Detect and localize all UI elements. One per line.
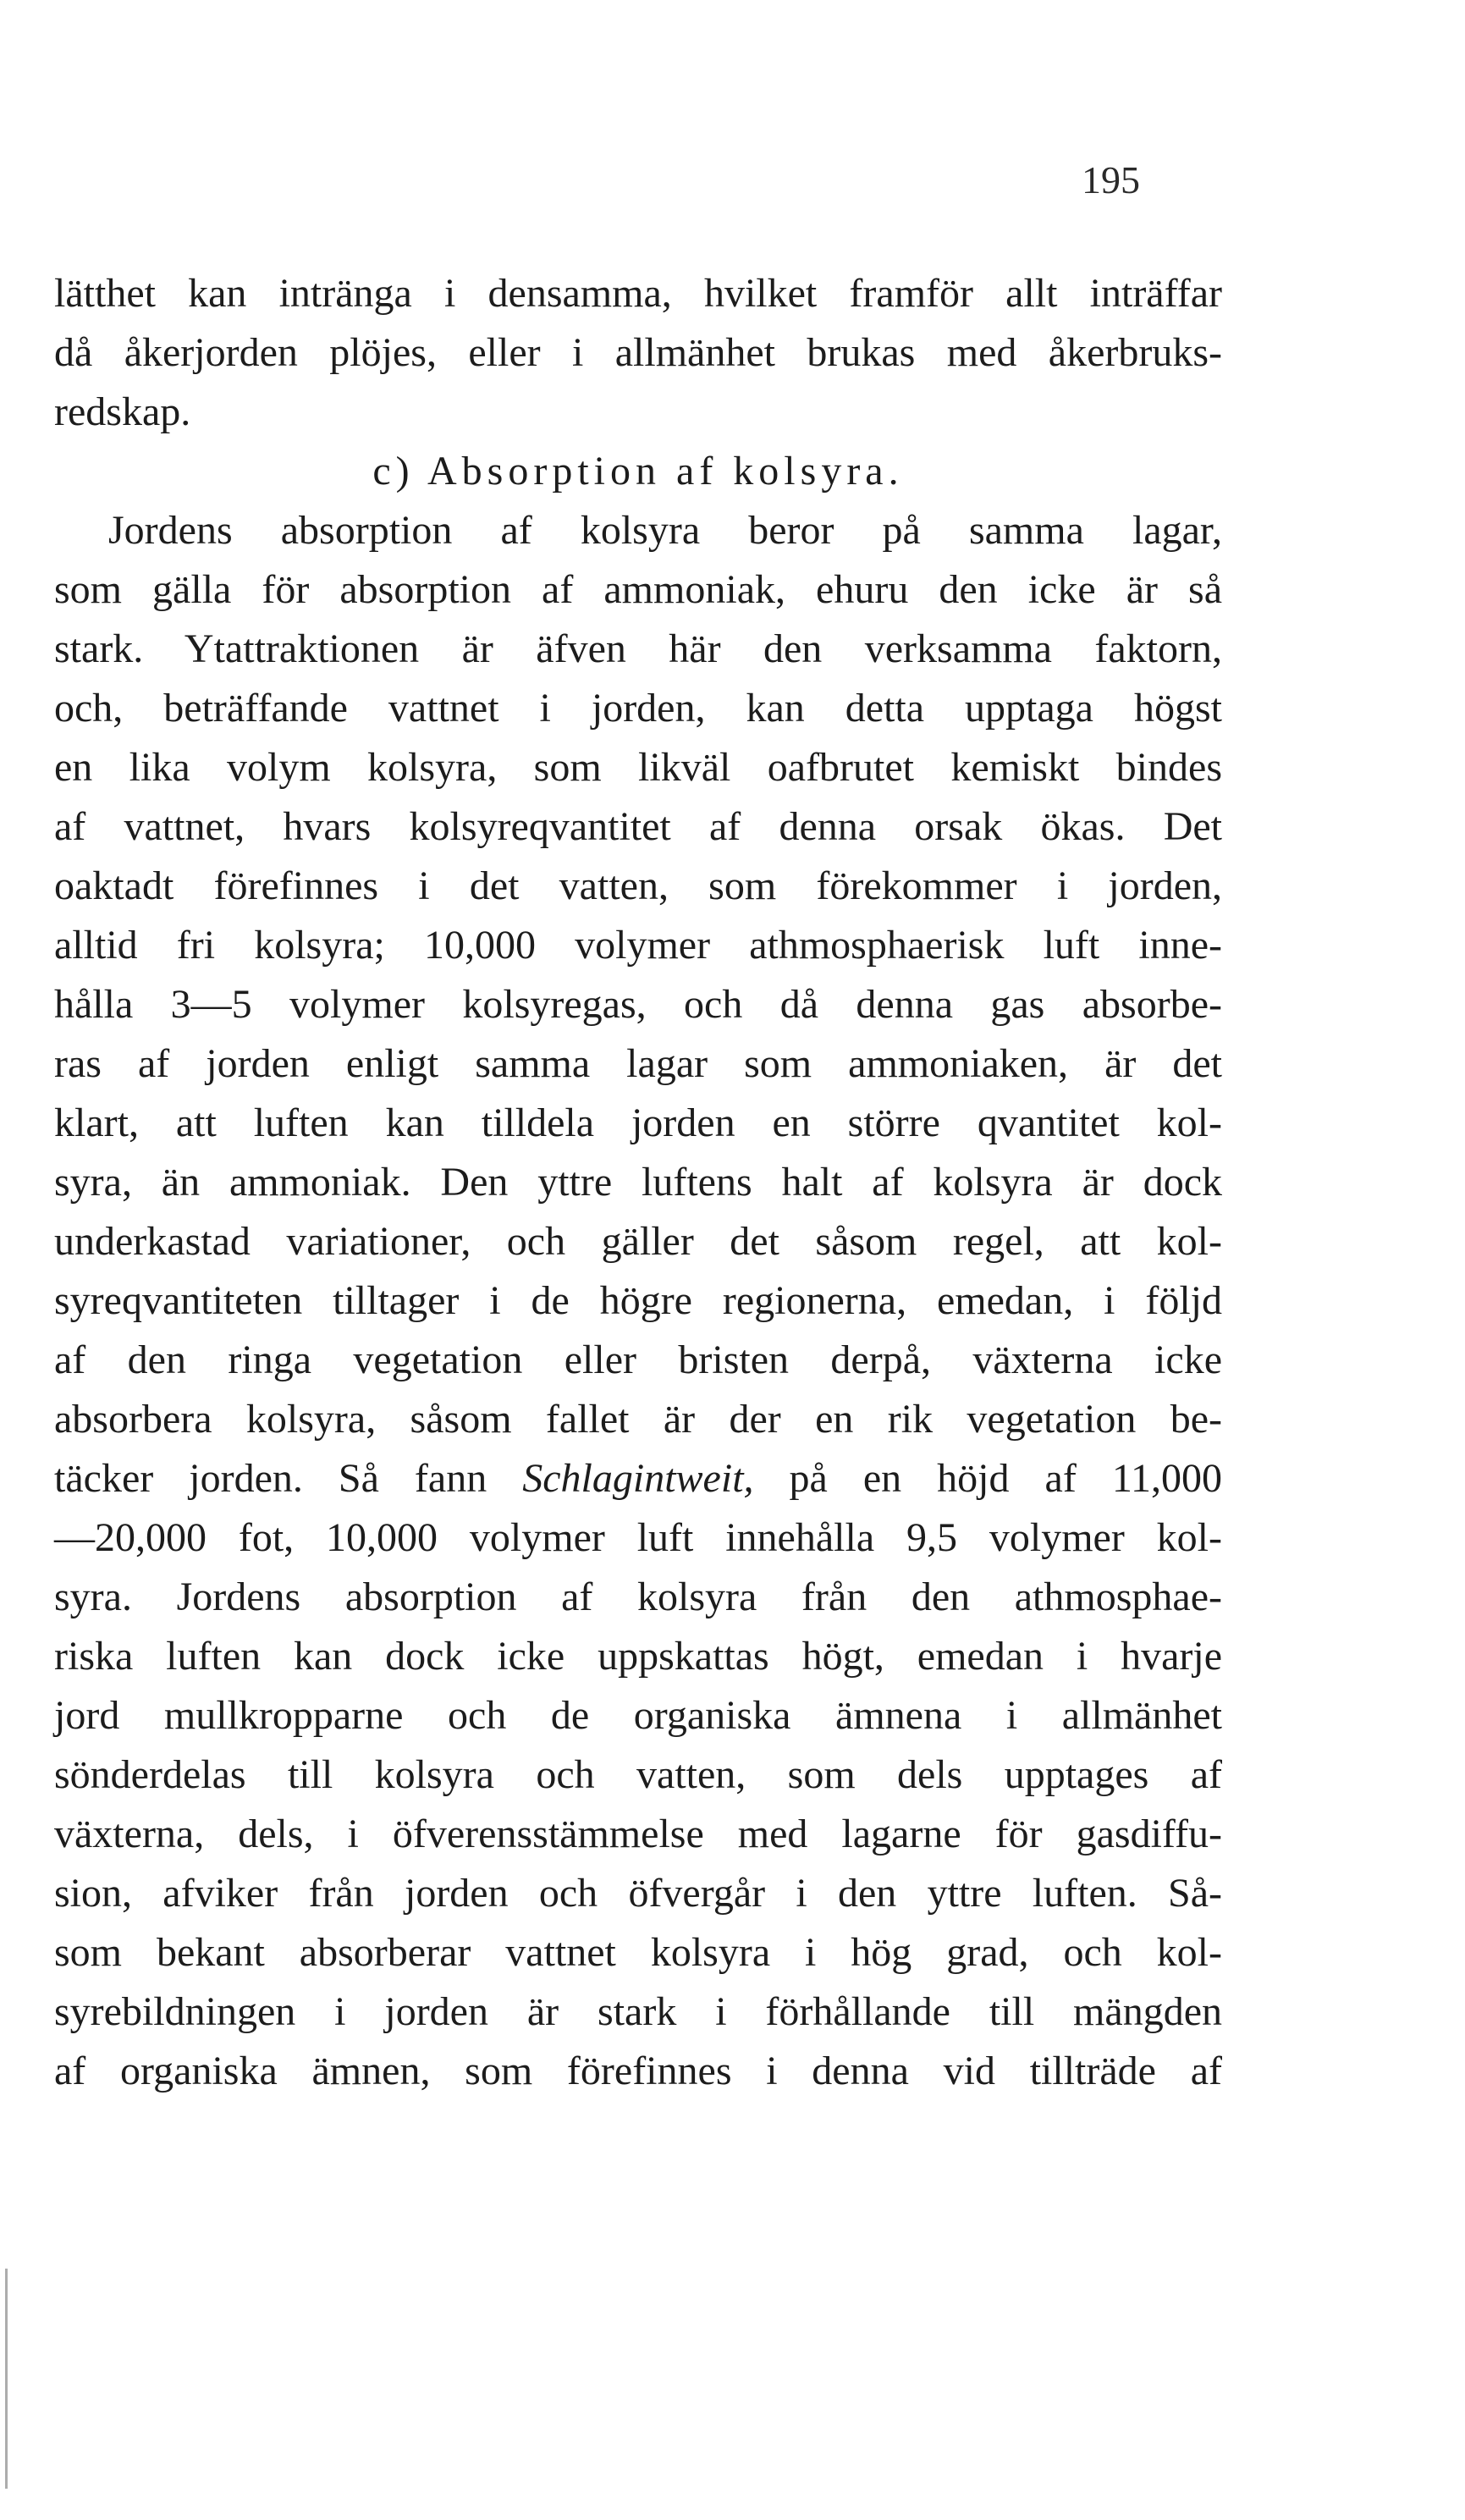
text-line: hålla 3—5 volymer kolsyregas, och då denna gas absorbe-: [54, 982, 1222, 1027]
text-line: sion, afviker från jorden och öfvergår i den yttre luften. Så-: [54, 1871, 1222, 1916]
scan-edge-mark: [5, 2269, 8, 2489]
page-number: 195: [1082, 158, 1140, 201]
text-line: riska luften kan dock icke uppskattas högt, emedan i hvarje: [54, 1634, 1222, 1679]
text-line: [54, 1449, 1222, 1508]
line-part: på en höjd af 11,000: [789, 1456, 1223, 1501]
text-line: som gälla för absorption af ammoniak, ehuru den icke är så: [54, 567, 1222, 612]
text-line: en lika volym kolsyra, som likväl oafbrutet kemiskt bindes: [54, 745, 1222, 790]
line-part: Så fann: [338, 1456, 487, 1501]
text-line: stark. Ytattraktionen är äfven här den verksamma faktorn,: [54, 626, 1222, 671]
text-line: växterna, dels, i öfverensstämmelse med lagarne för gasdiffu-: [54, 1811, 1222, 1856]
text-line: ras af jorden enligt samma lagar som ammoniaken, är det: [54, 1041, 1222, 1086]
text-line: —20,000 fot, 10,000 volymer luft innehålla 9,5 volymer kol-: [54, 1515, 1222, 1560]
text-line: af vattnet, hvars kolsyreqvantitet af denna orsak ökas. Det: [54, 804, 1222, 849]
text-line: af organiska ämnen, som förefinnes i denna vid tillträde af: [54, 2049, 1222, 2093]
text-line: syreqvantiteten tilltager i de högre regionerna, emedan, i följd: [54, 1278, 1222, 1323]
body-text: [54, 264, 1222, 2101]
text-line: underkastad variationer, och gäller det såsom regel, att kol-: [54, 1219, 1222, 1264]
text-line: jord mullkropparne och de organiska ämnena i allmänhet: [54, 1693, 1222, 1738]
text-line: oaktadt förefinnes i det vatten, som förekommer i jorden,: [54, 863, 1222, 908]
text-line: syrebildningen i jorden är stark i förhållande till mängden: [54, 1989, 1222, 2034]
section-heading: c) Absorption af kolsyra.: [372, 449, 904, 494]
author-name: Schlagintweit,: [522, 1456, 754, 1501]
line-part: täcker jorden.: [54, 1456, 303, 1501]
text-line: alltid fri kolsyra; 10,000 volymer athmosphaerisk luft inne-: [54, 923, 1222, 968]
text-line: då åkerjorden plöjes, eller i allmänhet brukas med åkerbruks-: [54, 330, 1222, 375]
text-line: syra, än ammoniak. Den yttre luftens halt af kolsyra är dock: [54, 1160, 1222, 1205]
text-line: lätthet kan intränga i densamma, hvilket framför allt inträffar: [54, 271, 1222, 316]
text-line: klart, att luften kan tilldela jorden en större qvantitet kol-: [54, 1100, 1222, 1145]
text-line: af den ringa vegetation eller bristen derpå, växterna icke: [54, 1337, 1222, 1382]
text-line: absorbera kolsyra, såsom fallet är der en rik vegetation be-: [54, 1397, 1222, 1442]
text-line: som bekant absorberar vattnet kolsyra i hög grad, och kol-: [54, 1930, 1222, 1975]
text-line: och, beträffande vattnet i jorden, kan detta upptaga högst: [54, 686, 1222, 731]
text-line: syra. Jordens absorption af kolsyra från den athmosphae-: [54, 1574, 1222, 1619]
text-line: redskap.: [54, 389, 191, 434]
text-line: Jordens absorption af kolsyra beror på samma lagar,: [108, 508, 1222, 553]
text-line: sönderdelas till kolsyra och vatten, som dels upptages af: [54, 1752, 1222, 1797]
